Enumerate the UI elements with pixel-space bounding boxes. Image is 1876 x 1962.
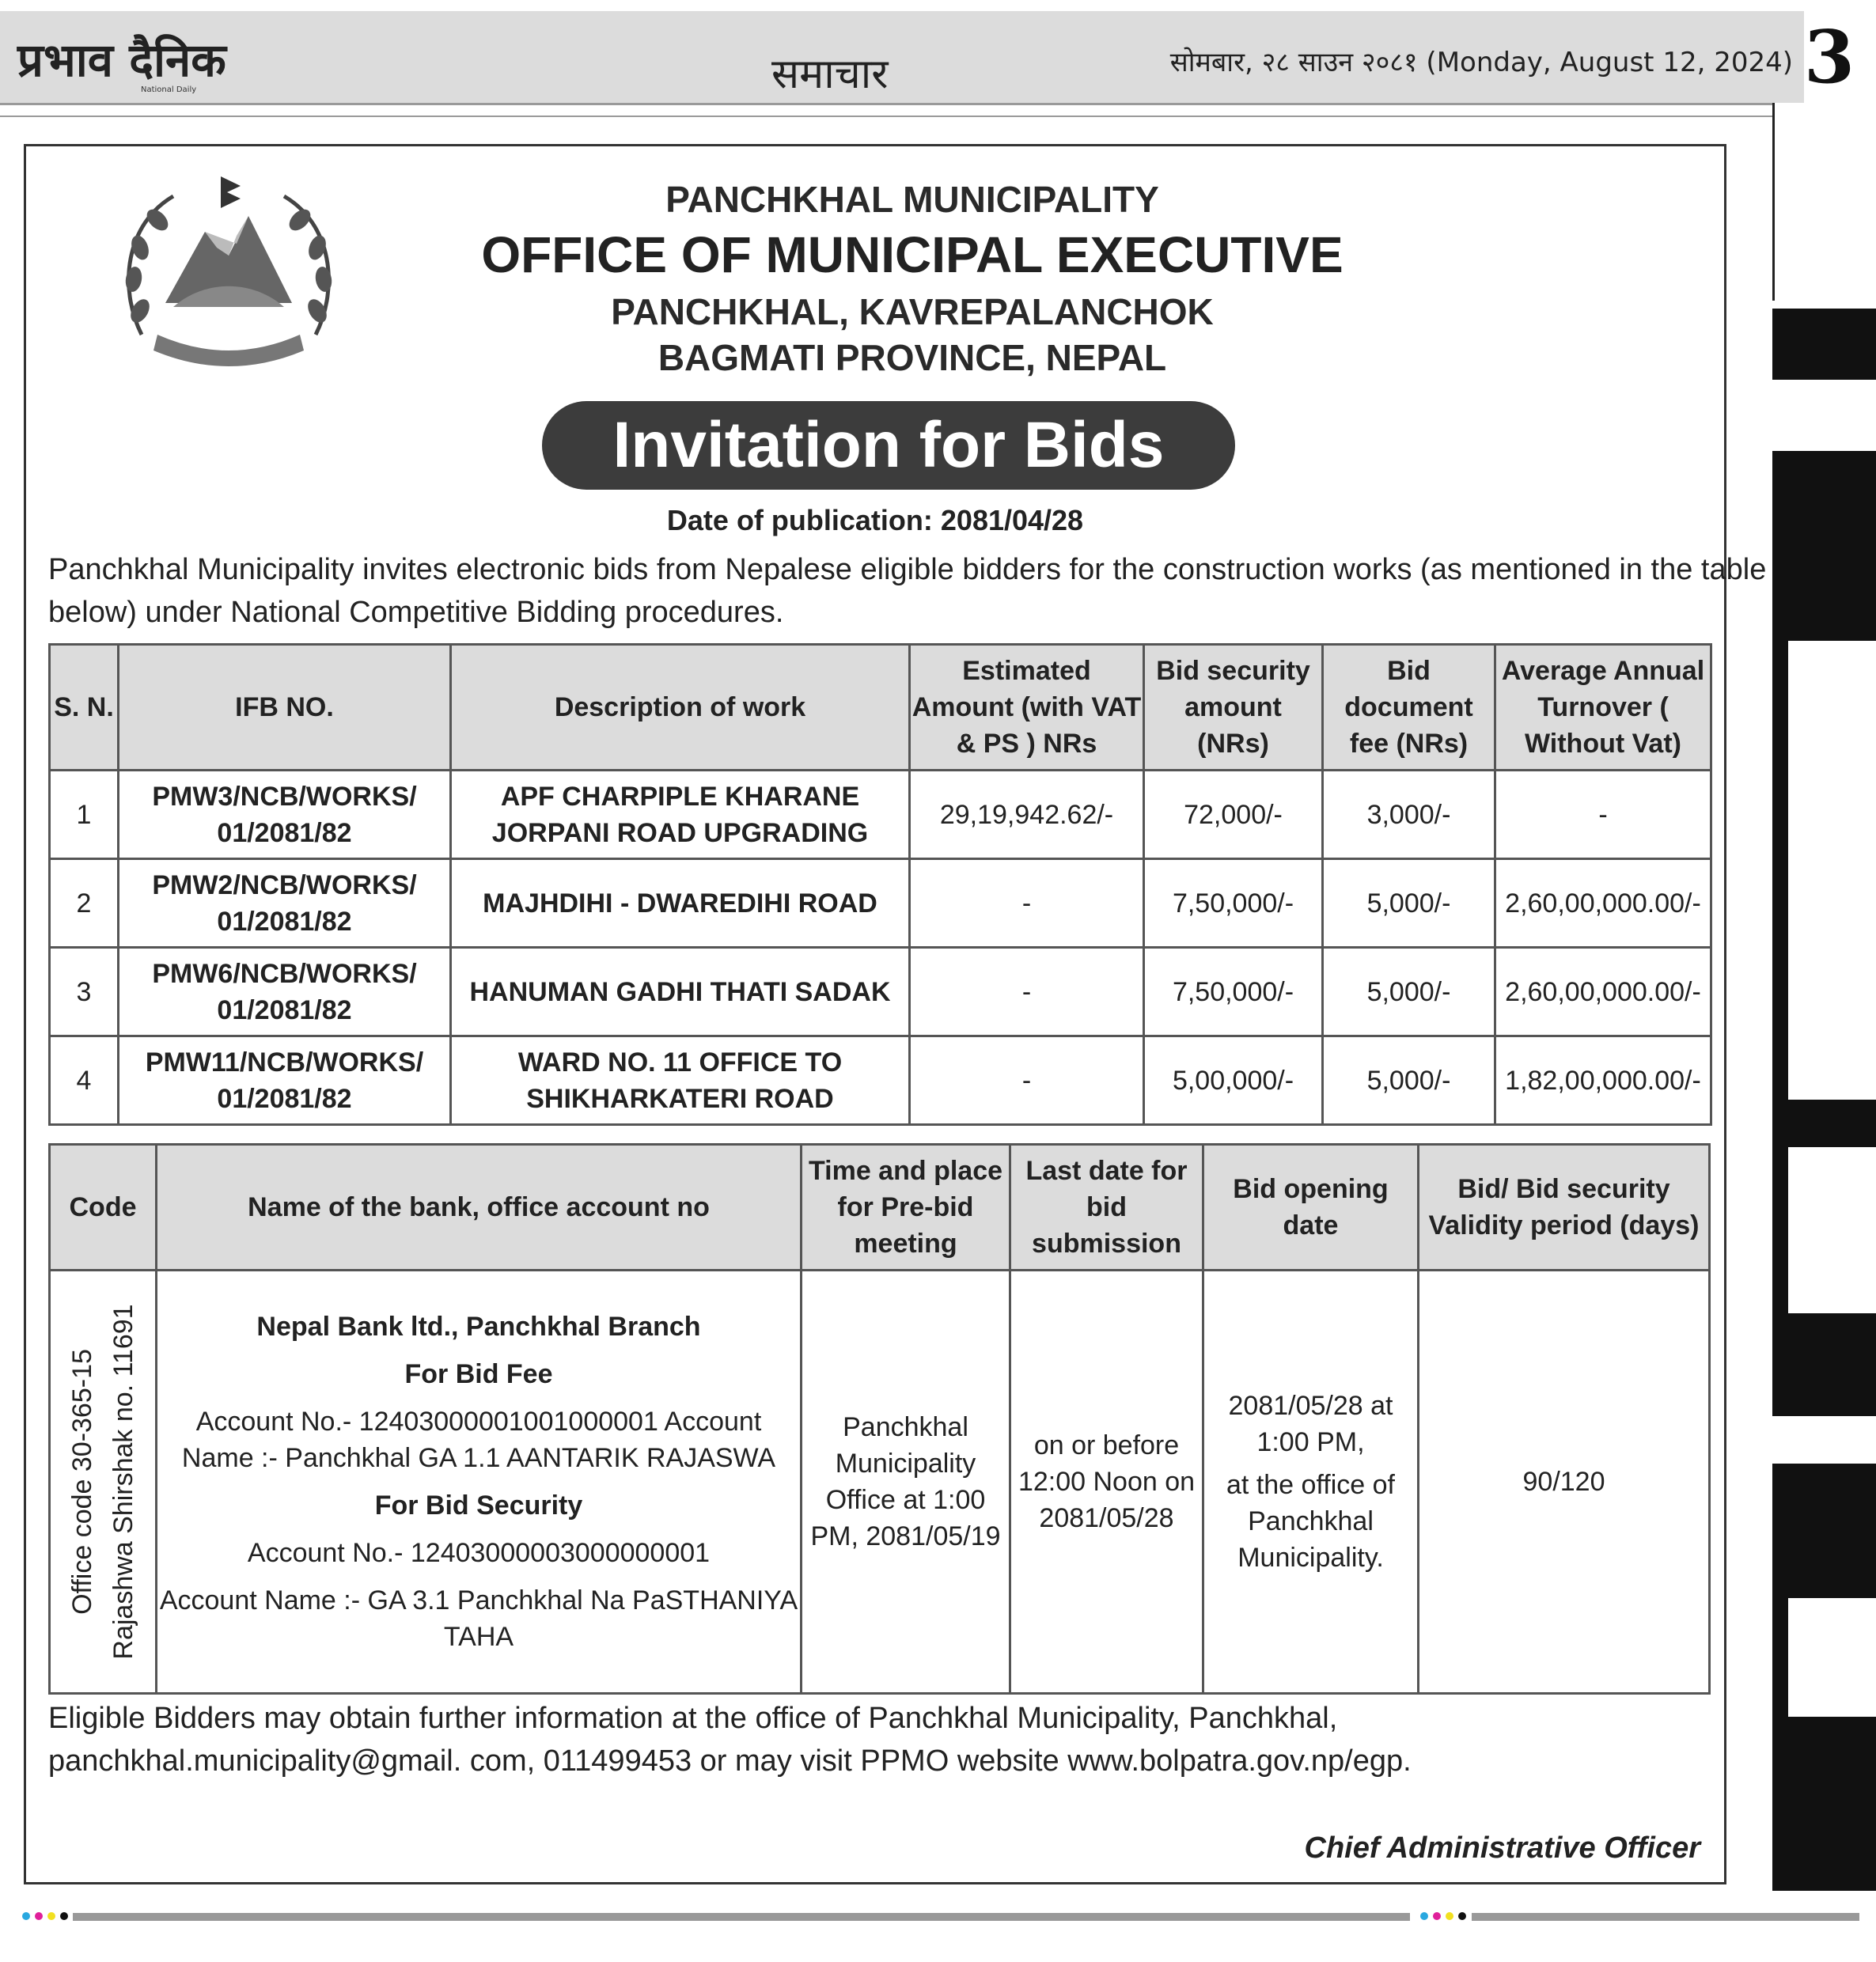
- header-description: Description of work: [451, 645, 910, 771]
- cell-last-date: on or before 12:00 Noon on 2081/05/28: [1010, 1271, 1203, 1694]
- cell-sn: 3: [50, 948, 119, 1036]
- header-bank: Name of the bank, office account no: [157, 1145, 802, 1271]
- page-number: 3: [1804, 14, 1855, 100]
- office-code: Office code 30-365-15: [67, 1349, 97, 1615]
- sidebar-table-fragment: [1788, 1147, 1876, 1313]
- notice-title-banner: Invitation for Bids: [542, 401, 1235, 490]
- dateline: सोमबार, २८ साउन २०८१ (Monday, August 12, 2024): [1169, 47, 1793, 78]
- cell-document-fee: 5,000/-: [1323, 1036, 1495, 1125]
- reg-dot: [47, 1912, 55, 1920]
- reg-dot: [1458, 1912, 1466, 1920]
- cell-bank: [157, 1271, 802, 1694]
- cell-turnover: 2,60,00,000.00/-: [1495, 948, 1711, 1036]
- cell-estimate: -: [910, 859, 1144, 948]
- cell-prebid: Panchkhal Municipality Office at 1:00 PM, 2081/05/19: [802, 1271, 1010, 1694]
- cell-code: [50, 1271, 157, 1694]
- header-document-fee: Bid document fee (NRs): [1323, 645, 1495, 771]
- cell-document-fee: 3,000/-: [1323, 771, 1495, 859]
- cell-bid-security: 72,000/-: [1144, 771, 1323, 859]
- cell-ifb: PMW11/NCB/WORKS/ 01/2081/82: [119, 1036, 451, 1125]
- cell-validity: 90/120: [1419, 1271, 1710, 1694]
- opening-line2: at the office of Panchkhal Municipality.: [1226, 1470, 1395, 1573]
- org-address: PANCHKHAL, KAVREPALANCHOK: [611, 291, 1214, 332]
- sidebar-dark-block: [1772, 309, 1876, 380]
- reg-dot: [1433, 1912, 1441, 1920]
- fee-account: Account No.- 12403000001001000001 Account Name :- Panchkhal GA 1.1 AANTARIK RAJASWA: [181, 1407, 776, 1473]
- newspaper-header: [0, 11, 1804, 105]
- table-row: [50, 948, 1711, 1036]
- cell-description: WARD NO. 11 OFFICE TO SHIKHARKATERI ROAD: [451, 1036, 910, 1125]
- cell-estimate: 29,19,942.62/-: [910, 771, 1144, 859]
- header-rule: [0, 116, 1876, 117]
- cell-turnover: 1,82,00,000.00/-: [1495, 1036, 1711, 1125]
- reg-dot: [1446, 1912, 1453, 1920]
- cell-sn: 1: [50, 771, 119, 859]
- table-row: [50, 859, 1711, 948]
- header-bid-security: Bid security amount (NRs): [1144, 645, 1323, 771]
- cell-turnover: 2,60,00,000.00/-: [1495, 859, 1711, 948]
- table-row: [50, 1036, 1711, 1125]
- cell-turnover: -: [1495, 771, 1711, 859]
- adjacent-column-fragment: [1757, 103, 1876, 1891]
- header-estimate: Estimated Amount (with VAT & PS ) NRs: [910, 645, 1144, 771]
- cell-bid-security: 7,50,000/-: [1144, 859, 1323, 948]
- cell-opening-date: [1203, 1271, 1419, 1694]
- sidebar-table-fragment: [1788, 1598, 1876, 1717]
- cell-document-fee: 5,000/-: [1323, 859, 1495, 948]
- security-heading: For Bid Security: [374, 1490, 583, 1521]
- reg-dot: [60, 1912, 68, 1920]
- cell-ifb: PMW2/NCB/WORKS/ 01/2081/82: [119, 859, 451, 948]
- cell-description: HANUMAN GADHI THATI SADAK: [451, 948, 910, 1036]
- office-name: OFFICE OF MUNICIPAL EXECUTIVE: [481, 226, 1344, 283]
- nepal-emblem-icon: [110, 169, 347, 382]
- fee-heading: For Bid Fee: [404, 1359, 553, 1389]
- header-turnover: Average Annual Turnover ( Without Vat): [1495, 645, 1711, 771]
- header-prebid: Time and place for Pre-bid meeting: [802, 1145, 1010, 1271]
- cell-ifb: PMW3/NCB/WORKS/ 01/2081/82: [119, 771, 451, 859]
- cell-estimate: -: [910, 948, 1144, 1036]
- org-province: BAGMATI PROVINCE, NEPAL: [658, 337, 1167, 378]
- cell-bid-security: 5,00,000/-: [1144, 1036, 1323, 1125]
- reg-bar: [1472, 1913, 1859, 1921]
- signature: Chief Administrative Officer: [1304, 1831, 1700, 1865]
- table-row: [50, 1271, 1710, 1694]
- bank-name: Nepal Bank ltd., Panchkhal Branch: [256, 1312, 701, 1342]
- header-sn: S. N.: [50, 645, 119, 771]
- sidebar-block: [1772, 103, 1876, 301]
- header-validity: Bid/ Bid security Validity period (days): [1419, 1145, 1710, 1271]
- header-ifb: IFB NO.: [119, 645, 451, 771]
- cell-description: APF CHARPIPLE KHARANE JORPANI ROAD UPGRADING: [451, 771, 910, 859]
- bank-table: [48, 1143, 1711, 1695]
- cell-description: MAJHDIHI - DWAREDIHI ROAD: [451, 859, 910, 948]
- cell-sn: 4: [50, 1036, 119, 1125]
- cell-ifb: PMW6/NCB/WORKS/ 01/2081/82: [119, 948, 451, 1036]
- cell-estimate: -: [910, 1036, 1144, 1125]
- security-account-no: Account No.- 12403000003000000001: [247, 1538, 711, 1568]
- bank-table-header: [50, 1145, 1710, 1271]
- intro-paragraph: Panchkhal Municipality invites electronic bids from Nepalese eligible bidders for the construction works (as mentioned in the table below) under National Competitive Bidding procedures.: [48, 553, 1767, 629]
- security-account-name: Account Name :- GA 3.1 Panchkhal Na PaSTHANIYA TAHA: [159, 1585, 798, 1652]
- footer-paragraph: Eligible Bidders may obtain further information at the office of Panchkhal Municipality, Panchkhal, panchkhal.municipality@gmail. com, 011499453 or may visit PPMO website www.bolpatra.gov.np/egp.: [48, 1702, 1412, 1778]
- org-name: PANCHKHAL MUNICIPALITY: [665, 179, 1159, 220]
- cell-sn: 2: [50, 859, 119, 948]
- rajashwa-code: Rajashwa Shirshak no. 11691: [108, 1304, 138, 1660]
- masthead: प्रभाव दैनिक: [17, 33, 226, 87]
- opening-line1: 2081/05/28 at 1:00 PM,: [1228, 1391, 1393, 1457]
- works-table-header: [50, 645, 1711, 771]
- header-last-date: Last date for bid submission: [1010, 1145, 1203, 1271]
- works-table: [48, 643, 1712, 1126]
- publication-date: Date of publication: 2081/04/28: [666, 504, 1084, 536]
- table-row: [50, 771, 1711, 859]
- masthead-subtitle: National Daily: [141, 85, 197, 94]
- reg-dot: [35, 1912, 43, 1920]
- registration-marks: [0, 1905, 1876, 1929]
- cell-bid-security: 7,50,000/-: [1144, 948, 1323, 1036]
- sidebar-table-fragment: [1788, 641, 1876, 1100]
- bid-notice: [24, 144, 1767, 1884]
- section-title: समाचार: [771, 51, 889, 98]
- cell-document-fee: 5,000/-: [1323, 948, 1495, 1036]
- header-opening-date: Bid opening date: [1203, 1145, 1419, 1271]
- reg-bar: [73, 1913, 1410, 1921]
- reg-dot: [22, 1912, 30, 1920]
- header-code: Code: [50, 1145, 157, 1271]
- reg-dot: [1420, 1912, 1428, 1920]
